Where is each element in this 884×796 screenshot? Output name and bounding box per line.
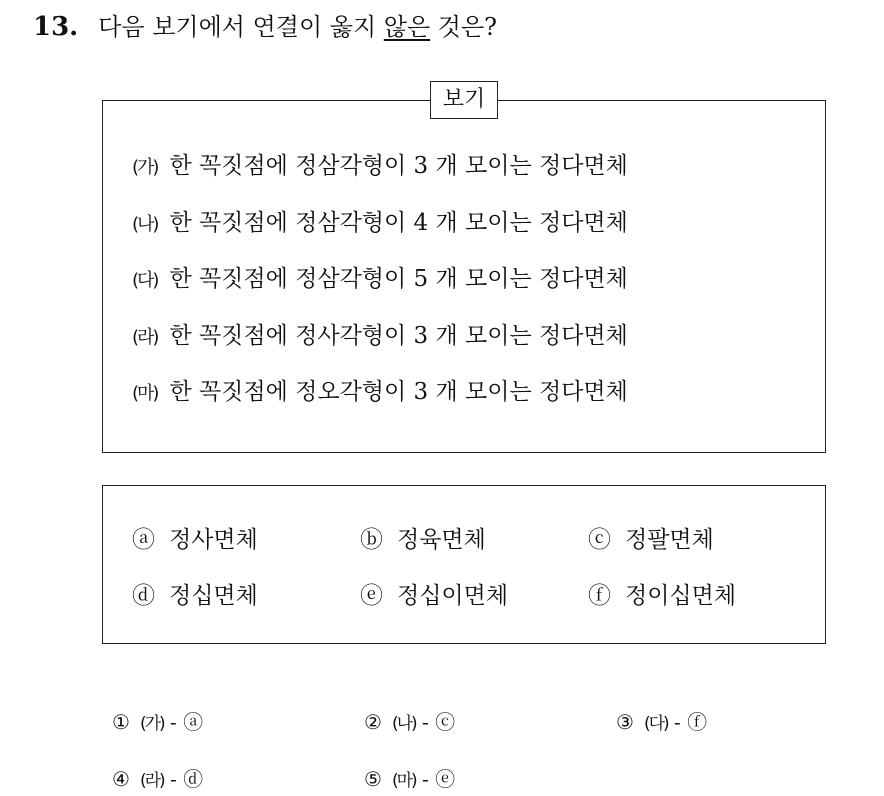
choice-number: ③ <box>616 710 634 734</box>
option-text: 정십이면체 <box>397 583 509 609</box>
option-symbol: ⓒ <box>588 527 611 553</box>
answer-choice-5[interactable] <box>364 764 455 796</box>
choice-tag: (가) <box>139 714 164 734</box>
answer-choice-1[interactable] <box>112 707 203 739</box>
option-a <box>132 525 258 555</box>
question-underlined-word: 않은 <box>383 13 431 41</box>
option-text: 정육면체 <box>397 527 486 553</box>
option-text: 정십면체 <box>169 583 258 609</box>
bogi-item-text: 한 꼭짓점에 정사각형이 3 개 모이는 정다면체 <box>169 323 628 349</box>
choice-number: ④ <box>112 767 130 791</box>
solid-options-box <box>102 485 826 644</box>
option-symbol: ⓕ <box>588 583 611 609</box>
option-d <box>132 581 258 611</box>
bogi-item-ra <box>132 321 628 353</box>
option-e <box>360 581 508 611</box>
bogi-item-ga <box>132 151 628 183</box>
bogi-item-da <box>132 264 628 296</box>
option-symbol: ⓓ <box>132 583 155 609</box>
answer-choice-4[interactable] <box>112 764 203 796</box>
option-symbol: ⓑ <box>360 527 383 553</box>
choice-tag: (라) <box>139 771 164 791</box>
choice-tag: (나) <box>391 714 416 734</box>
bogi-item-tag: (라) <box>132 327 158 348</box>
bogi-item-text: 한 꼭짓점에 정삼각형이 4 개 모이는 정다면체 <box>169 210 628 236</box>
choice-rest: - ⓔ <box>415 767 456 791</box>
bogi-item-text: 한 꼭짓점에 정삼각형이 5 개 모이는 정다면체 <box>169 266 628 292</box>
option-text: 정팔면체 <box>625 527 714 553</box>
choice-rest: - ⓐ <box>163 710 204 734</box>
bogi-item-na <box>132 208 628 240</box>
question-stem <box>33 10 497 44</box>
option-text: 정사면체 <box>169 527 258 553</box>
option-symbol: ⓔ <box>360 583 383 609</box>
bogi-title: 보기 <box>430 81 498 119</box>
choice-tag: (다) <box>643 714 668 734</box>
option-f <box>588 581 736 611</box>
answer-choice-2[interactable] <box>364 707 455 739</box>
bogi-item-tag: (가) <box>132 157 158 178</box>
question-text: 다음 보기에서 연결이 옳지 <box>98 13 384 41</box>
bogi-item-text: 한 꼭짓점에 정삼각형이 3 개 모이는 정다면체 <box>169 153 628 179</box>
option-b <box>360 525 486 555</box>
choice-rest: - ⓕ <box>667 710 708 734</box>
option-c <box>588 525 714 555</box>
choice-number: ② <box>364 710 382 734</box>
bogi-item-tag: (다) <box>132 270 158 291</box>
bogi-item-tag: (나) <box>132 214 158 235</box>
choice-number: ① <box>112 710 130 734</box>
bogi-item-tag: (마) <box>132 383 158 404</box>
choice-number: ⑤ <box>364 767 382 791</box>
choice-tag: (마) <box>391 771 416 791</box>
question-text-end: 것은? <box>430 13 498 41</box>
question-number: 13. <box>33 12 79 42</box>
option-symbol: ⓐ <box>132 527 155 553</box>
bogi-item-ma <box>132 377 628 409</box>
answer-choice-3[interactable] <box>616 707 707 739</box>
choice-rest: - ⓒ <box>415 710 456 734</box>
option-text: 정이십면체 <box>625 583 737 609</box>
bogi-item-text: 한 꼭짓점에 정오각형이 3 개 모이는 정다면체 <box>169 379 628 405</box>
choice-rest: - ⓓ <box>163 767 204 791</box>
